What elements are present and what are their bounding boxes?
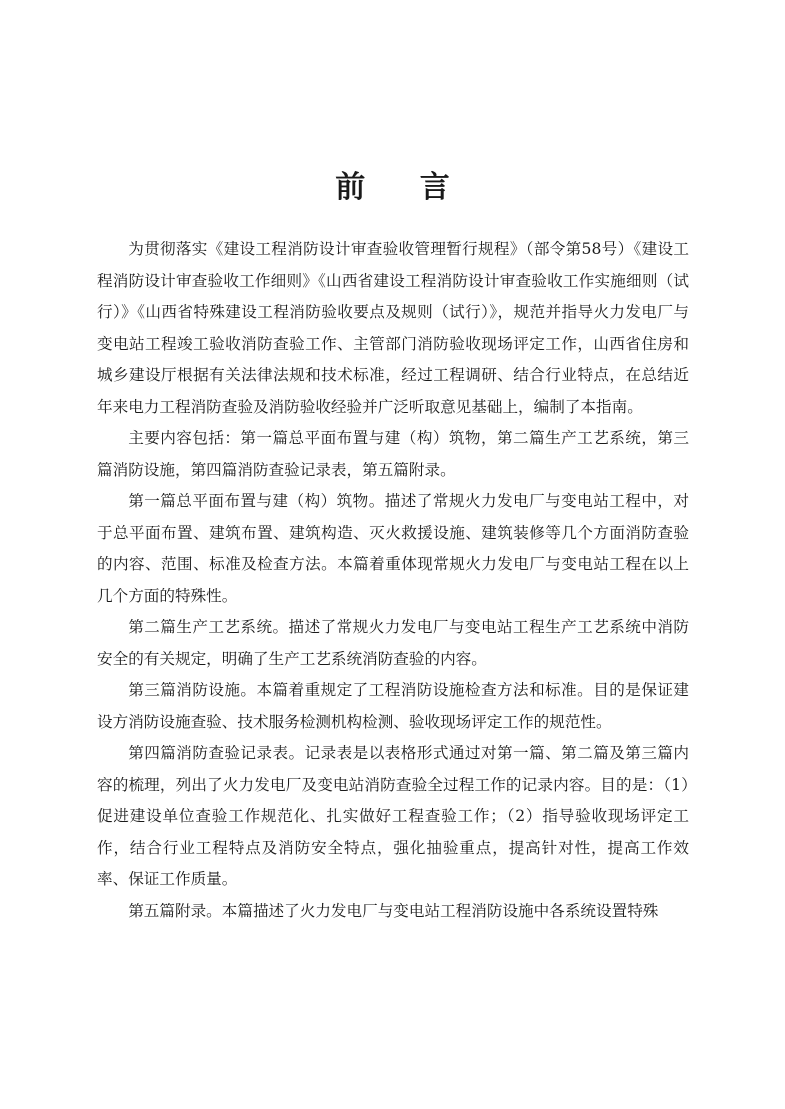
paragraph-part-3: 第三篇消防设施。本篇着重规定了工程消防设施检查方法和标准。目的是保证建设方消防设施查验、技术服务检测机构检测、验收现场评定工作的规范性。 — [97, 681, 689, 731]
paragraph-part-1: 第一篇总平面布置与建（构）筑物。描述了常规火力发电厂与变电站工程中，对于总平面布置、建筑布置、建筑构造、灭火救援设施、建筑装修等几个方面消防查验的内容、范围、标准及检查方法。本篇着重体现常规火力发电厂与变电站工程在以上几个方面的特殊性。 — [97, 492, 689, 605]
paragraph-intro: 为贯彻落实《建设工程消防设计审查验收管理暂行规程》（部令第58号）《建设工程消防设计审查验收工作细则》《山西省建设工程消防设计审查验收工作实施细则（试行）》《山西省特殊建设工程消防验收要点及规则（试行）》，规范并指导火力发电厂与变电站工程竣工验收消防查验工作、主管部门消防验收现场评定工作，山西省住房和城乡建设厅根据有关法律法规和技术标准，经过工程调研、结合行业特点，在总结近年来电力工程消防查验及消防验收经验并广泛听取意见基础上，编制了本指南。 — [97, 240, 689, 416]
paragraph-part-4: 第四篇消防查验记录表。记录表是以表格形式通过对第一篇、第二篇及第三篇内容的梳理，列出了火力发电厂及变电站消防查验全过程工作的记录内容。目的是：（1）促进建设单位查验工作规范化、扎实做好工程查验工作；（2）指导验收现场评定工作，结合行业工程特点及消防安全特点，强化抽验重点，提高针对性，提高工作效率、保证工作质量。 — [97, 744, 689, 888]
paragraph-contents: 主要内容包括：第一篇总平面布置与建（构）筑物，第二篇生产工艺系统，第三篇消防设施，第四篇消防查验记录表，第五篇附录。 — [97, 429, 689, 479]
paragraph-part-5: 第五篇附录。本篇描述了火力发电厂与变电站工程消防设施中各系统设置特殊 — [128, 901, 659, 920]
page-title: 前 言 — [335, 170, 472, 205]
paragraph-part-2: 第二篇生产工艺系统。描述了常规火力发电厂与变电站工程生产工艺系统中消防安全的有关规定，明确了生产工艺系统消防查验的内容。 — [97, 618, 689, 668]
document-body — [97, 234, 689, 927]
